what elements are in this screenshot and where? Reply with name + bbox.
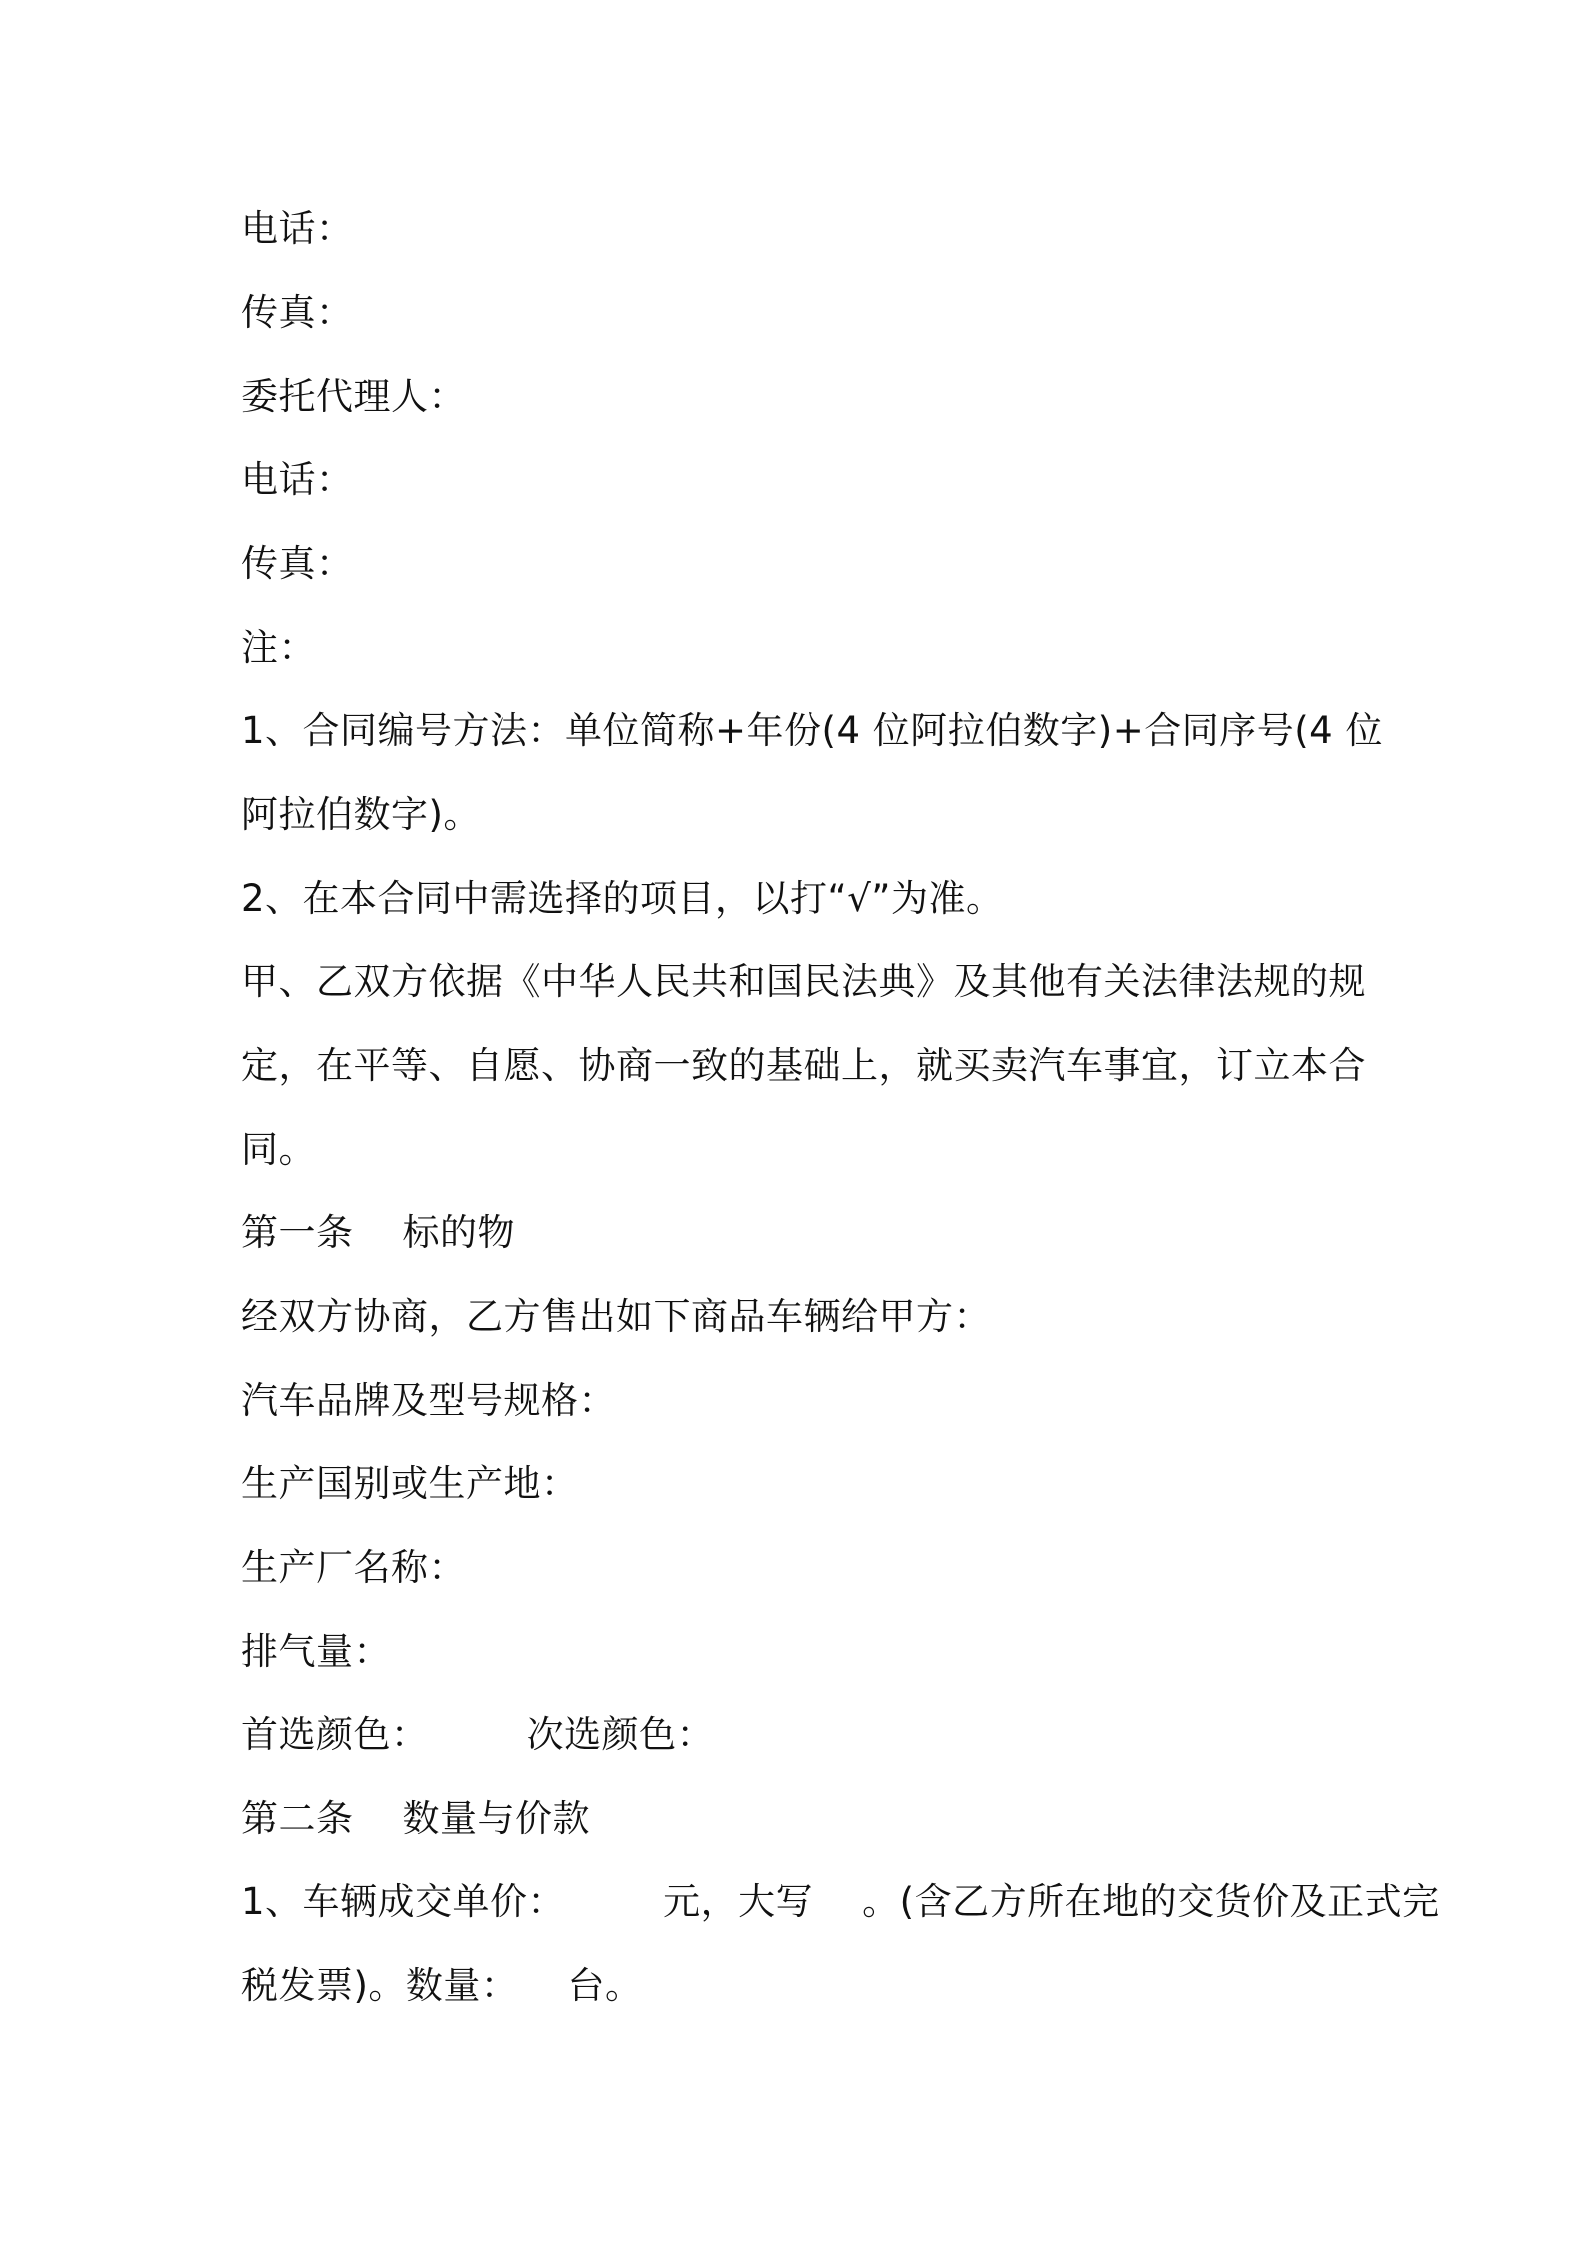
manufacturer-label: 生产厂名称： [241,1546,466,1589]
phone-label-2: 电话： [241,458,354,501]
article-1-heading: 第一条 标的物 [241,1211,516,1254]
color-preference-label: 首选颜色： 次选颜色： [241,1713,715,1756]
note-heading: 注： [241,626,316,669]
unit-price-line-2: 税发票)。数量： 台。 [241,1964,643,2007]
preamble-line-2: 定，在平等、自愿、协商一致的基础上，就买卖汽车事宜，订立本合 [241,1044,1366,1087]
note-1-line-2: 阿拉伯数字)。 [241,793,481,836]
preamble-line-3: 同。 [241,1128,316,1171]
fax-label-2: 传真： [241,542,354,585]
displacement-label: 排气量： [241,1630,391,1673]
authorized-agent-label: 委托代理人： [241,375,466,418]
article-2-heading: 第二条 数量与价款 [241,1797,591,1840]
fax-label-1: 传真： [241,291,354,334]
unit-price-line-1: 1、车辆成交单价： 元，大写 。(含乙方所在地的交货价及正式完 [241,1880,1440,1923]
note-2: 2、在本合同中需选择的项目，以打“√”为准。 [241,877,1004,920]
article-1-intro: 经双方协商，乙方售出如下商品车辆给甲方： [241,1295,991,1338]
preamble-line-1: 甲、乙双方依据《中华人民共和国民法典》及其他有关法律法规的规 [241,960,1366,1003]
note-1-line-1: 1、合同编号方法：单位简称+年份(4 位阿拉伯数字)+合同序号(4 位 [241,709,1383,752]
brand-model-label: 汽车品牌及型号规格： [241,1379,616,1422]
origin-country-label: 生产国别或生产地： [241,1462,579,1505]
phone-label-1: 电话： [241,207,354,250]
